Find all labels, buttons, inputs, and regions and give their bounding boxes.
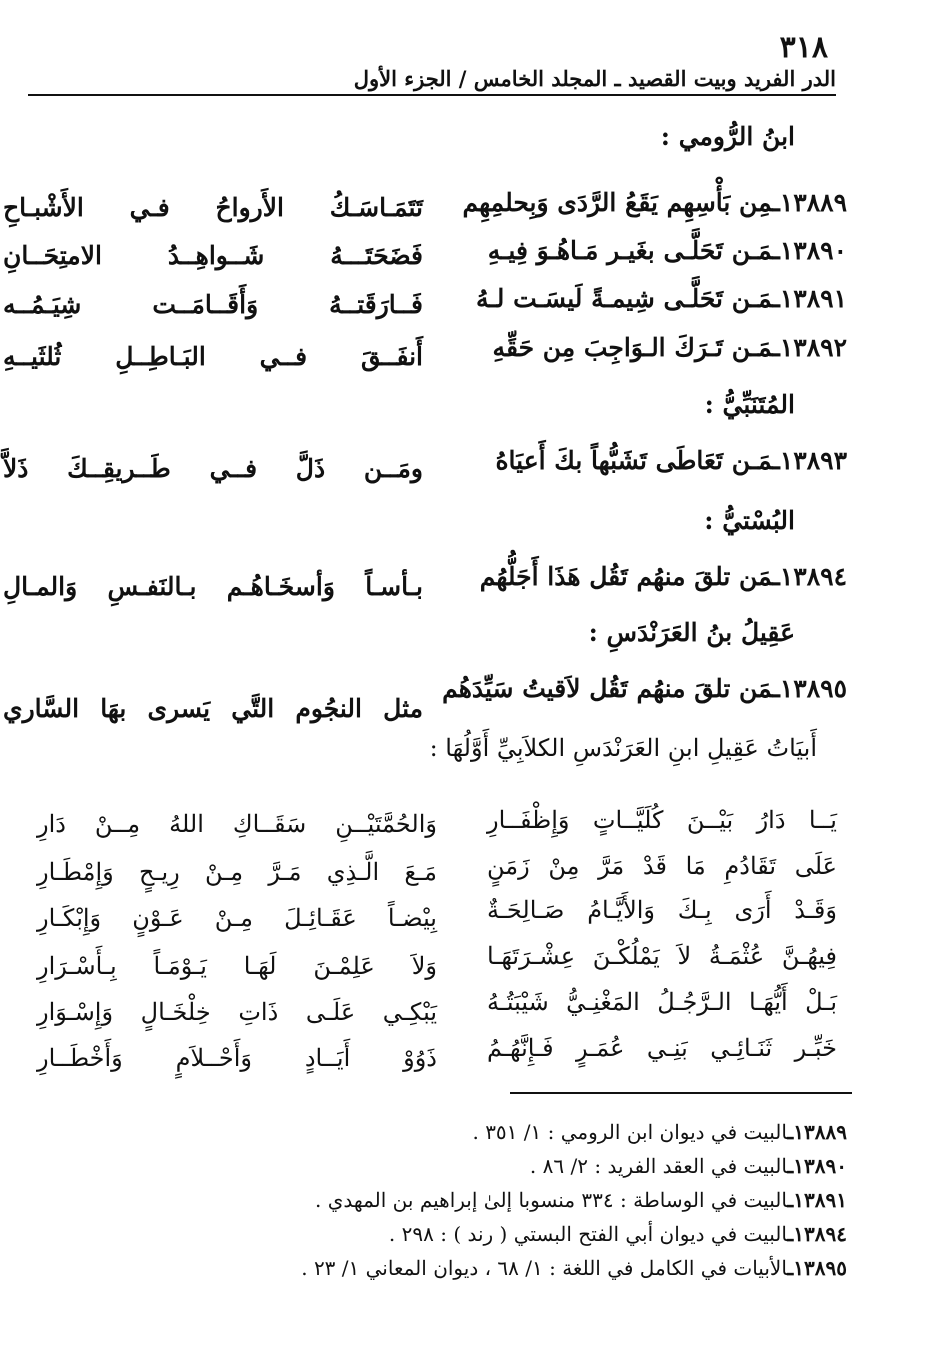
bait-second-hemistich: مَـعَ الَّـذِي مَـرَّ مِـنْ رِيـحٍ وَإِمْطَـارِ bbox=[37, 858, 437, 886]
verse-number: ١٣٨٩٠ـ bbox=[772, 236, 847, 265]
footnote-number: ١٣٨٨٩ـ bbox=[787, 1120, 847, 1144]
footnote-text: البيت في العقد الفريد : ٢/ ٨٦ . bbox=[529, 1154, 788, 1178]
footnote bbox=[389, 1222, 847, 1246]
bait-first-hemistich: بَـلْ أَيُّهَـا الـرَّجُـلُ المَغْنِـيُّ شَيْبَتُـهُ bbox=[487, 988, 837, 1016]
bait-second-hemistich: وَلاَ عَلِمْـنَ لَهَـا يَـوْمَـاً بِـأَسْـرَارِ bbox=[37, 952, 437, 980]
footnote-text: البيت في ديوان أبي الفتح البستي ( رند ) : ٢٩٨ . bbox=[388, 1222, 788, 1246]
bait-second-hemistich: بِيْضـاً عَقَـائِـلَ مِـنْ عَـوْنٍ وَإِبْكَـارِ bbox=[37, 904, 437, 932]
bait-second-hemistich: وَالحُمَّتَيْــنِ سَقَــاكِ اللهُ مِــنْ دَارِ bbox=[37, 810, 437, 838]
bait-first-hemistich: وَقَـدْ أَرَى بِـكَ وَالأَيَّـامُ صَـالِحَـةٌ bbox=[487, 896, 837, 924]
verse-first-hemistich bbox=[488, 236, 847, 265]
verse-text: مِن بَأْسِهِم يَقَعُ الرَّدَى وَبِحلمِهِم bbox=[462, 188, 773, 217]
header-divider bbox=[28, 94, 836, 96]
footnote bbox=[472, 1120, 847, 1144]
verse-text: مَـن تَحَلَّـى بغَيـر مَـاهُـوَ فِيـهِ bbox=[487, 236, 773, 265]
bait-first-hemistich: فِيهُـنَّ عُثْمَـةُ لاَ يَمْلُكْـنَ عِشْـرَتَهَـا bbox=[487, 942, 837, 970]
footnote-number: ١٣٨٩١ـ bbox=[787, 1188, 847, 1212]
verse-text: مَـن تَعَاطَى تَشَبُّهاً بكَ أَعيَاهُ bbox=[495, 446, 773, 475]
verse-number: ١٣٨٩١ـ bbox=[772, 284, 847, 313]
footnote bbox=[315, 1188, 847, 1212]
verse-text: مَن تلقَ منهُم تَقُل هَذَا أَجَلُّهُم bbox=[479, 562, 773, 591]
verse-number: ١٣٨٩٤ـ bbox=[772, 562, 847, 591]
bait-second-hemistich: ذَوُوْ أَيَــادٍ وَأَحْــلاَمٍ وَأَخْطَــارِ bbox=[37, 1044, 437, 1072]
verse-number: ١٣٨٩٢ـ bbox=[772, 333, 847, 362]
verse-second-hemistich: تَتَمَـاسَـكُ الأَرواحُ فـي الأَشْبـاحِ bbox=[3, 193, 423, 222]
verse-first-hemistich bbox=[476, 284, 847, 313]
bait-first-hemistich: خَبِّـر ثَنَـائِـي بَنِـي عُمَـرٍ فَـإِنَّهُـمُ bbox=[487, 1034, 837, 1062]
footnote bbox=[530, 1154, 847, 1178]
verse-number: ١٣٨٩٣ـ bbox=[772, 446, 847, 475]
verse-second-hemistich: بـأسـاً وَأسخَـاهُـم بـالنَفـسِ وَالمـالِ bbox=[3, 572, 423, 601]
footnote-number: ١٣٨٩٤ـ bbox=[787, 1222, 847, 1246]
poet-name: عَقِيلُ بنُ العَرَنْدَسِ : bbox=[588, 618, 795, 647]
verse-number: ١٣٨٨٩ـ bbox=[772, 188, 847, 217]
verse-first-hemistich bbox=[463, 188, 847, 217]
verse-first-hemistich bbox=[493, 333, 847, 362]
footnote bbox=[301, 1256, 847, 1280]
bait-first-hemistich: عَلَى تَقَادُمِ مَا قَدْ مَرَّ مِنْ زَمَنٍ bbox=[487, 852, 837, 880]
footnote-text: البيت في الوساطة : ٣٣٤ منسوبا إلىٰ إبراهيم بن المهدي . bbox=[315, 1188, 788, 1212]
verse-number: ١٣٨٩٥ـ bbox=[772, 674, 847, 703]
poet-name: المُتَنَبِّيُّ : bbox=[704, 390, 795, 419]
footnote-number: ١٣٨٩٠ـ bbox=[787, 1154, 847, 1178]
bait-first-hemistich: يَــا دَارُ بَيْــنَ كُلَيَّــاتٍ وَإِظْفَــارِ bbox=[487, 806, 837, 834]
verse-second-hemistich: أَنفَــقَ فــي البَـاطِــلِ ثُلثَيــهِ bbox=[3, 342, 423, 371]
verse-text: مَـن تَحَلَّـى شِيمـةً لَيسَـت لـهُ bbox=[476, 284, 773, 313]
bait-second-hemistich: يَبْكِـي عَلَـى ذَاتِ خِلْخَـالٍ وَإِسْـوَارِ bbox=[37, 998, 437, 1026]
verse-first-hemistich bbox=[442, 674, 847, 703]
running-title: الدر الفريد وبيت القصيد ـ المجلد الخامس / الجزء الأول bbox=[353, 66, 836, 91]
footnote-text: الأبيات في الكامل في اللغة : ١/ ٦٨ ، ديوان المعاني ١/ ٢٣ . bbox=[301, 1256, 788, 1280]
page-header bbox=[28, 22, 836, 94]
footnote-number: ١٣٨٩٥ـ bbox=[787, 1256, 847, 1280]
verse-second-hemistich: فَــارَقَتــهُ وَأَقَــامَــت شِيَـمُــه bbox=[3, 290, 423, 319]
verse-text: مَـن تَـرَكَ الـوَاجِبَ مِن حَقِّهِ bbox=[492, 333, 773, 362]
footnote-text: البيت في ديوان ابن الرومي : ١/ ٣٥١ . bbox=[472, 1120, 788, 1144]
verse-second-hemistich: ومَــن ذَلَّ فــي طَــريقِــكَ ذَلاَّ bbox=[3, 454, 423, 483]
poet-name: البُسْتيُّ : bbox=[704, 506, 795, 535]
page-number: ٣١٨ bbox=[779, 30, 828, 65]
verse-second-hemistich: فَضَحَتَـــهُ شَــواهِــدُ الامتِحَــانِ bbox=[3, 241, 423, 270]
abyat-intro: أَبيَاتُ عَقِيلِ ابنِ العَرَنْدَسِ الكلاَبِيِّ أَوَّلُهَا : bbox=[429, 734, 817, 762]
footnote-divider bbox=[510, 1092, 852, 1094]
poet-name: ابنُ الرُّومي : bbox=[660, 122, 795, 151]
verse-first-hemistich bbox=[480, 562, 847, 591]
verse-second-hemistich: مثل النجُوم التَّي يَسرى بهَا السَّاري bbox=[3, 694, 423, 723]
verse-first-hemistich bbox=[495, 446, 847, 475]
verse-text: مَن تلقَ منهُم تَقُل لاَقيتُ سَيِّدَهُم bbox=[442, 674, 773, 703]
